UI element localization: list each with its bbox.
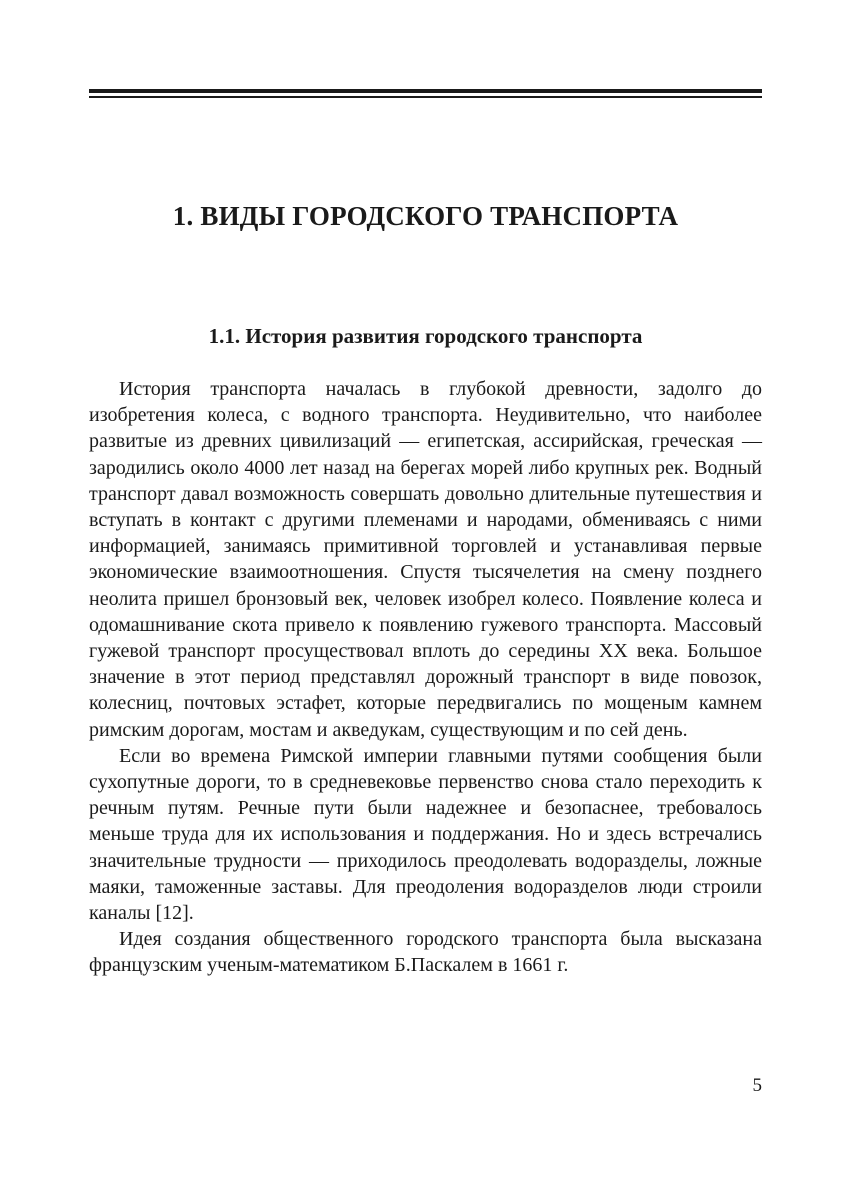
body-text xyxy=(89,376,762,979)
paragraph-2: Если во времена Римской империи главными путями сообщения были сухопутные дороги, то в средневековье первенство снова стало переходить к речным путям. Речные пути были надежнее и безопаснее, требовалось меньше труда для их использования и поддержания. Но и здесь встречались значительные трудности — приходилось преодолевать водоразделы, ложные маяки, таможенные заставы. Для преодоления водоразделов люди строили каналы [12]. xyxy=(89,744,762,925)
paragraph-1: История транспорта началась в глубокой древности, задолго до изобретения колеса, с водного транспорта. Неудивительно, что наиболее развитые из древних цивилизаций — египетская, ассирийская, греческая — зародились около 4000 лет назад на берегах морей либо крупных рек. Водный транспорт давал возможность совершать довольно длительные путешествия и вступать в контакт с другими племенами и народами, обмениваясь с ними информацией, занимаясь примитивной торговлей и устанавливая первые экономические взаимоотношения. Спустя тысячелетия на смену позднего неолита пришел бронзовый век, человек изобрел колесо. Появление колеса и одомашнивание скота привело к появлению гужевого транспорта. Массовый гужевой транспорт просуществовал вплоть до середины XX века. Большое значение в этот период представлял дорожный транспорт в виде повозок, колесниц, почтовых эстафет, которые передвигались по мощеным камнем римским дорогам, мостам и акведукам, существующим и по сей день. xyxy=(89,378,762,741)
section-title: 1.1. История развития городского транспорта xyxy=(208,324,643,348)
paragraph-3: Идея создания общественного городского транспорта была высказана французским ученым-математиком Б.Паскалем в 1661 г. xyxy=(89,928,762,977)
page-number: 5 xyxy=(752,1075,762,1096)
chapter-title: 1. ВИДЫ ГОРОДСКОГО ТРАНСПОРТА xyxy=(172,201,679,231)
header-rule xyxy=(89,89,762,98)
header-rule-thin xyxy=(89,96,762,98)
header-rule-thick xyxy=(89,89,762,93)
